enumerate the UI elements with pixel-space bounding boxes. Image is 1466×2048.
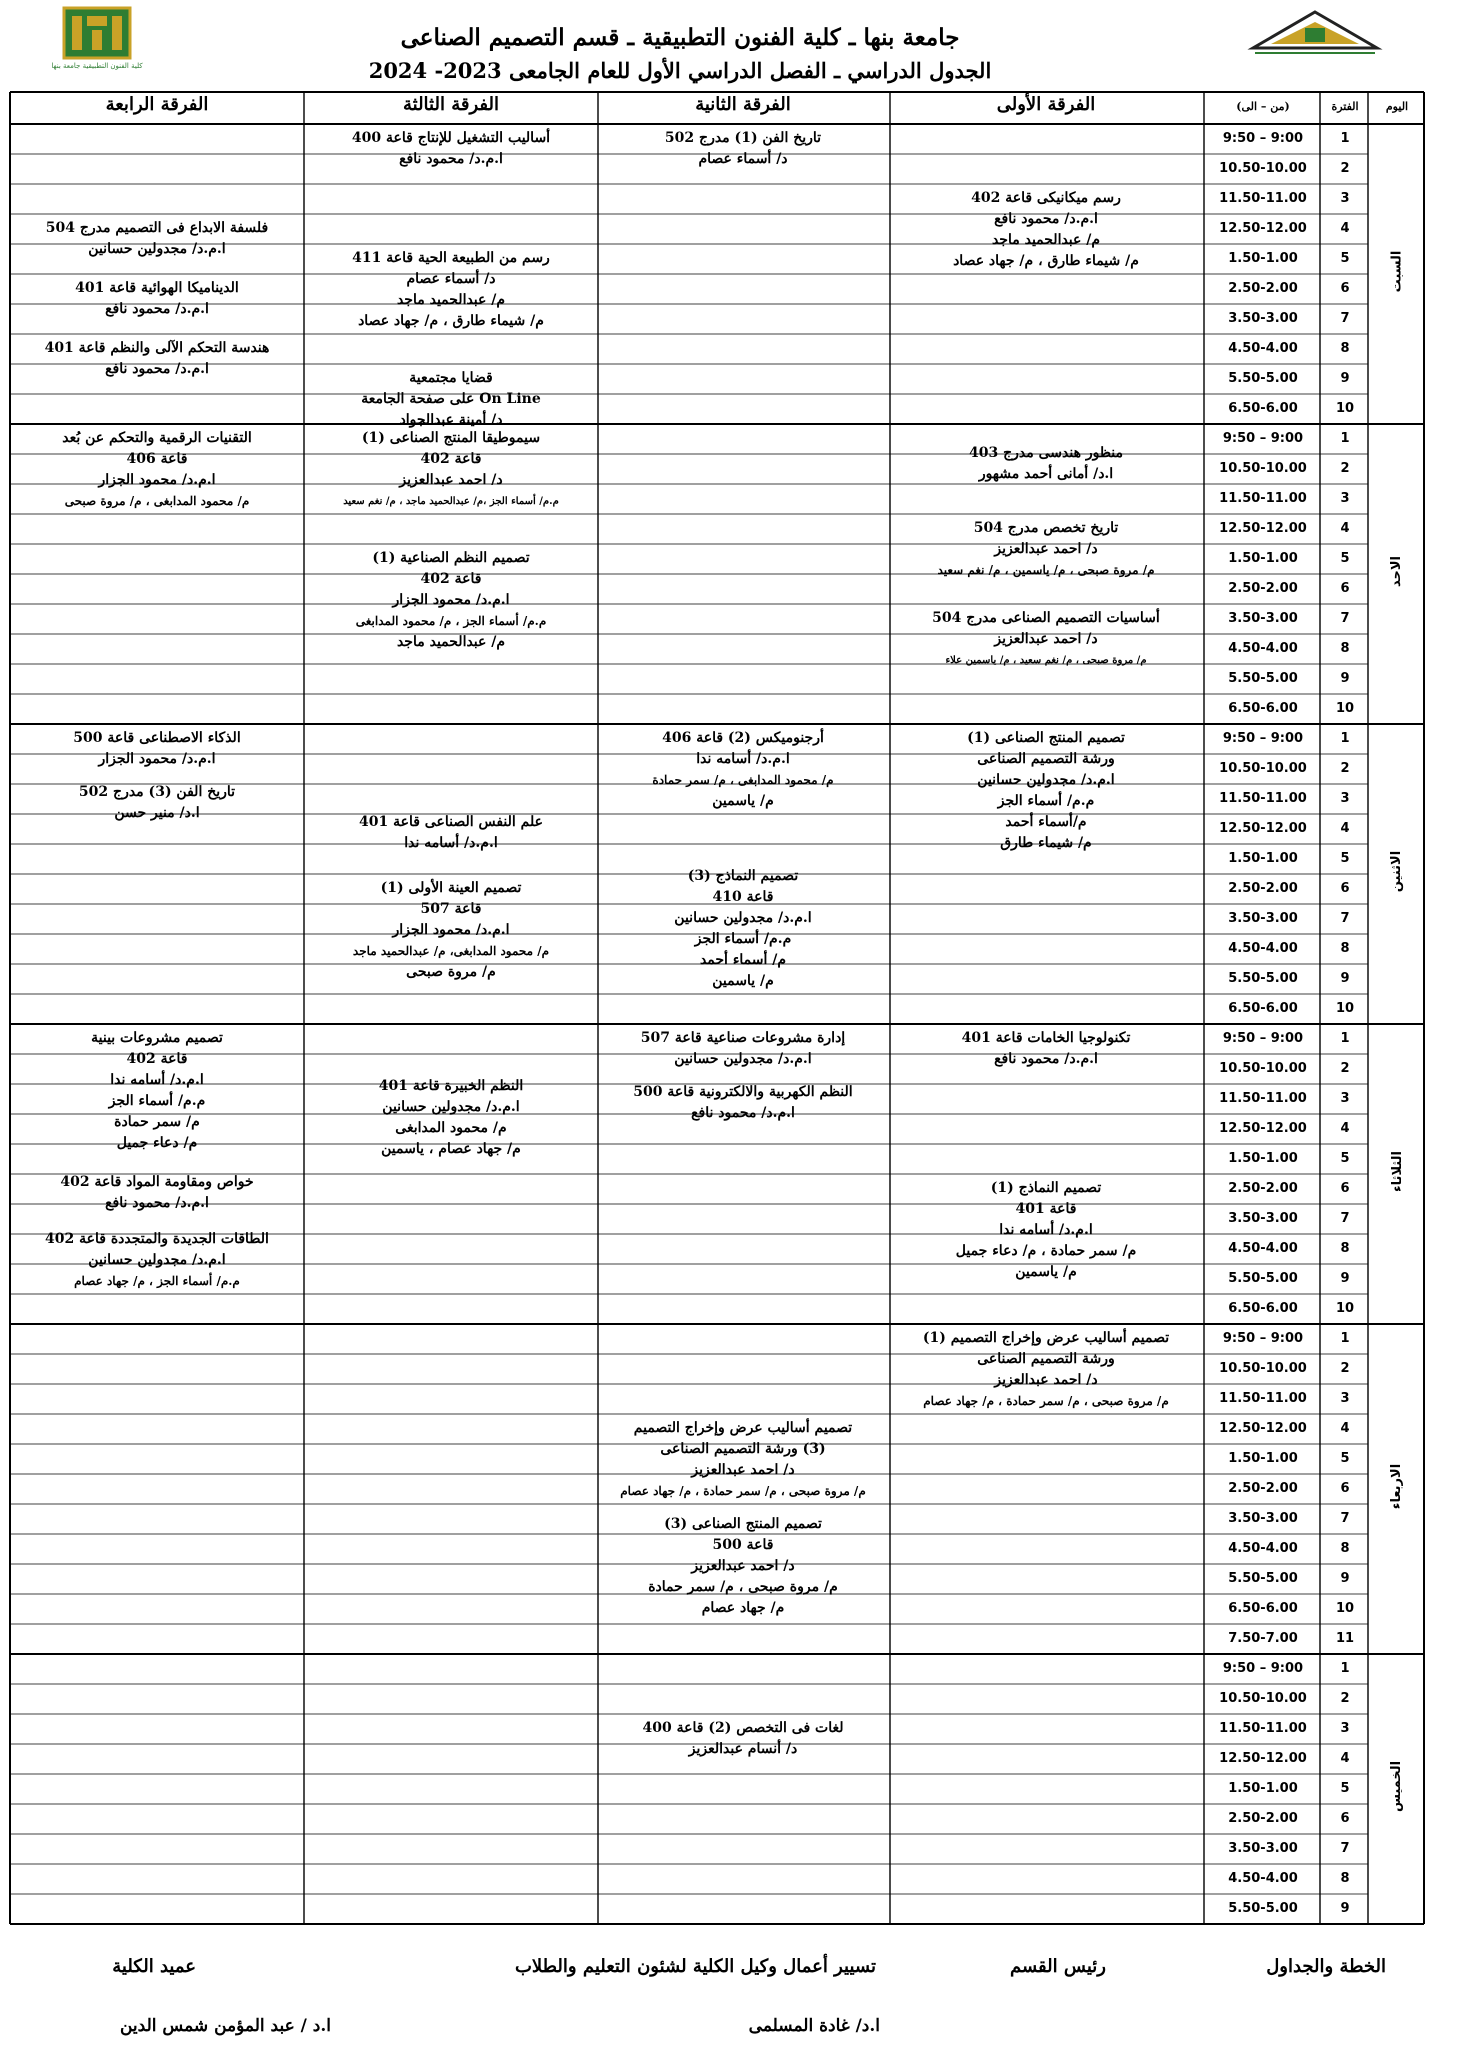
time-range: 6.50-6.00 — [1228, 1301, 1298, 1316]
period-number: 3 — [1340, 1721, 1350, 1736]
period-number: 9 — [1340, 1571, 1350, 1586]
course-detail: ا.م.د/ مجدولين حسانين — [977, 772, 1115, 788]
course-title: أرجنوميكس (2) قاعة 406 — [662, 730, 824, 746]
period-number: 9 — [1340, 971, 1350, 986]
course-sun-y3-systems — [306, 548, 596, 653]
period-number: 6 — [1340, 1481, 1350, 1496]
time-range: 1.50-1.00 — [1228, 851, 1298, 866]
day-label — [1370, 555, 1424, 588]
time-range: 12.50-12.00 — [1219, 1121, 1307, 1136]
time-range: 11.50-11.00 — [1219, 791, 1307, 806]
time-range: 5.50-5.00 — [1228, 1901, 1298, 1916]
time-range: 3.50-3.00 — [1228, 1211, 1298, 1226]
course-detail: ورشة التصميم الصناعى — [977, 751, 1115, 767]
period-number: 3 — [1340, 1391, 1350, 1406]
period-number: 8 — [1340, 341, 1350, 356]
col-header-year1: الفرقة الأولى — [996, 94, 1096, 115]
time-range: 10.50-10.00 — [1219, 1691, 1307, 1706]
period-number: 6 — [1340, 881, 1350, 896]
course-title: تاريخ الفن (3) مدرج 502 — [78, 784, 236, 800]
course-detail: د/ احمد عبدالعزيز — [994, 541, 1098, 557]
course-detail: ا.م.د/ مجدولين حسانين — [674, 1051, 812, 1067]
period-number: 6 — [1340, 1181, 1350, 1196]
course-detail: م/ ياسمين — [712, 973, 774, 989]
course-detail: ا.م.د/ أسامه ندا — [696, 751, 790, 767]
course-detail: ا.م.د/ محمود الجزار — [392, 592, 510, 608]
time-range: 11.50-11.00 — [1219, 191, 1307, 206]
course-title: تصميم المنتج الصناعى (3) — [664, 1516, 822, 1532]
footer-planning: الخطة والجداول — [1266, 1956, 1386, 1977]
time-range: 5.50-5.00 — [1228, 1271, 1298, 1286]
course-detail: م/ أسماء أحمد — [699, 952, 787, 968]
time-range: 3.50-3.00 — [1228, 1841, 1298, 1856]
time-range: 5.50-5.00 — [1228, 971, 1298, 986]
time-range: 4.50-4.00 — [1228, 1541, 1298, 1556]
period-number: 3 — [1340, 1091, 1350, 1106]
course-tue-y4-strength — [10, 1172, 304, 1214]
time-range: 6.50-6.00 — [1228, 401, 1298, 416]
period-number: 5 — [1340, 551, 1350, 566]
course-detail: قاعة 402 — [126, 1051, 188, 1067]
day-name: الثلاثاء — [1389, 1151, 1405, 1192]
time-range: 6.50-6.00 — [1228, 1601, 1298, 1616]
course-mon-y2-ergo — [598, 728, 888, 812]
time-range: 9:50 – 9:00 — [1222, 1031, 1304, 1046]
course-title: النظم الكهربية والالكترونية قاعة 500 — [633, 1084, 853, 1100]
time-range: 4.50-4.00 — [1228, 1241, 1298, 1256]
course-detail: م/ جهاد عصام ، ياسمين — [381, 1141, 521, 1157]
period-number: 5 — [1340, 251, 1350, 266]
time-range: 2.50-2.00 — [1228, 581, 1298, 596]
period-number: 3 — [1340, 191, 1350, 206]
course-sat-y3-social — [306, 368, 596, 431]
course-detail: ا.م.د/ محمود نافع — [399, 151, 503, 167]
course-title: تصميم النظم الصناعية (1) — [372, 550, 530, 566]
course-title: رسم ميكانيكى قاعة 402 — [971, 190, 1121, 206]
course-detail: قاعة 500 — [712, 1537, 774, 1553]
time-range: 2.50-2.00 — [1228, 1811, 1298, 1826]
time-range: 11.50-11.00 — [1219, 1721, 1307, 1736]
course-detail: د/ احمد عبدالعزيز — [994, 631, 1098, 647]
course-detail: د/ أنسام عبدالعزيز — [688, 1741, 798, 1757]
period-number: 4 — [1340, 1121, 1350, 1136]
course-sat-y3-ops — [306, 128, 596, 170]
course-detail: د/ أسماء عصام — [698, 151, 788, 167]
time-range: 4.50-4.00 — [1228, 1871, 1298, 1886]
course-detail: م/ ياسمين — [1015, 1264, 1077, 1280]
time-range: 4.50-4.00 — [1228, 641, 1298, 656]
period-number: 8 — [1340, 1541, 1350, 1556]
course-title: تصميم العينة الأولى (1) — [380, 880, 522, 896]
period-number: 8 — [1340, 1241, 1350, 1256]
course-detail: د/ احمد عبدالعزيز — [994, 1372, 1098, 1388]
period-number: 1 — [1340, 1031, 1350, 1046]
period-number: 5 — [1340, 851, 1350, 866]
course-mon-y4-arthist — [10, 782, 304, 824]
course-detail: م/ مروة صبحى ، م/ نغم سعيد ، م/ ياسمين علاء — [945, 655, 1147, 666]
course-title: التقنيات الرقمية والتحكم عن بُعد — [62, 430, 252, 446]
day-label — [1370, 1760, 1424, 1813]
course-title: الديناميكا الهوائية قاعة 401 — [75, 280, 239, 296]
course-title: تاريخ تخصص مدرج 504 — [973, 520, 1119, 536]
time-range: 2.50-2.00 — [1228, 1181, 1298, 1196]
time-range: 3.50-3.00 — [1228, 311, 1298, 326]
course-detail: م/ عبدالحميد ماجد — [396, 634, 506, 650]
period-number: 11 — [1335, 1631, 1355, 1646]
period-number: 8 — [1340, 641, 1350, 656]
course-mon-y3-proto — [306, 878, 596, 983]
course-detail: قاعة 406 — [126, 451, 188, 467]
period-number: 10 — [1335, 1601, 1355, 1616]
period-number: 7 — [1340, 311, 1350, 326]
period-number: 7 — [1340, 911, 1350, 926]
time-range: 9:50 – 9:00 — [1222, 131, 1304, 146]
period-number: 1 — [1340, 431, 1350, 446]
course-sun-y4-digital — [10, 428, 304, 512]
period-number: 2 — [1340, 1691, 1350, 1706]
course-detail: م/ مروة صبحى ، م/ سمر حمادة ، م/ جهاد عصام — [620, 1484, 866, 1498]
course-title: تصميم النماذج (1) — [990, 1180, 1102, 1196]
course-detail: (3) ورشة التصميم الصناعى — [660, 1441, 826, 1457]
period-number: 2 — [1340, 161, 1350, 176]
course-detail: م/ مروة صبحى ، م/ سمر حمادة ، م/ جهاد عصام — [923, 1394, 1169, 1408]
period-number: 6 — [1340, 281, 1350, 296]
period-number: 1 — [1340, 1331, 1350, 1346]
time-range: 3.50-3.00 — [1228, 611, 1298, 626]
course-sat-y4-aero — [10, 278, 304, 320]
course-detail: م/ شيماء طارق ، م/ جهاد عصاد — [358, 313, 544, 329]
period-number: 6 — [1340, 1811, 1350, 1826]
period-number: 3 — [1340, 791, 1350, 806]
period-number: 9 — [1340, 1901, 1350, 1916]
period-number: 4 — [1340, 1421, 1350, 1436]
course-detail: ا.د/ منير حسن — [114, 805, 200, 821]
time-range: 6.50-6.00 — [1228, 701, 1298, 716]
course-detail: ا.م.د/ محمود نافع — [105, 361, 209, 377]
course-detail: د/ احمد عبدالعزيز — [691, 1462, 795, 1478]
course-detail: ا.م.د/ محمود الجزار — [392, 922, 510, 938]
col-header-year4: الفرقة الرابعة — [105, 94, 209, 115]
course-sun-y1-basics — [890, 608, 1202, 671]
course-title: علم النفس الصناعى قاعة 401 — [359, 814, 543, 830]
course-detail: م.م/ أسماء الجز ، م/ جهاد عصام — [74, 1274, 240, 1288]
course-sat-y2-arthist — [598, 128, 888, 170]
time-range: 5.50-5.00 — [1228, 1571, 1298, 1586]
course-mon-y3-psych — [306, 812, 596, 854]
period-number: 9 — [1340, 371, 1350, 386]
time-range: 9:50 – 9:00 — [1222, 731, 1304, 746]
time-range: 1.50-1.00 — [1228, 1451, 1298, 1466]
course-sat-y4-creat — [10, 218, 304, 260]
time-range: 4.50-4.00 — [1228, 941, 1298, 956]
day-label — [1370, 850, 1424, 893]
course-title: منظور هندسى مدرج 403 — [968, 445, 1124, 461]
period-number: 7 — [1340, 1841, 1350, 1856]
time-range: 3.50-3.00 — [1228, 911, 1298, 926]
course-detail: م/ محمود المدابغى ، م/ سمر حمادة — [652, 773, 834, 787]
time-range: 12.50-12.00 — [1219, 821, 1307, 836]
course-sun-y3-semio — [306, 428, 596, 512]
period-number: 10 — [1335, 1301, 1355, 1316]
time-range: 9:50 – 9:00 — [1222, 1661, 1304, 1676]
course-sun-y1-persp — [890, 443, 1202, 485]
course-detail: د/ احمد عبدالعزيز — [399, 472, 503, 488]
course-detail: ا.د/ أمانى أحمد مشهور — [978, 466, 1114, 482]
course-detail: ا.م.د/ أسامه ندا — [999, 1222, 1093, 1238]
footer-vice-name: ا.د/ غادة المسلمى — [748, 2016, 880, 2036]
period-number: 3 — [1340, 491, 1350, 506]
course-title: أساليب التشغيل للإنتاج قاعة 400 — [351, 130, 551, 146]
time-range: 7.50-7.00 — [1228, 1631, 1298, 1646]
page-title: جامعة بنها ـ كلية الفنون التطبيقية ـ قسم التصميم الصناعى — [400, 24, 960, 51]
course-detail: ا.م.د/ محمود نافع — [105, 301, 209, 317]
course-detail: م/ سمر حمادة ، م/ دعاء جميل — [955, 1243, 1137, 1259]
period-number: 2 — [1340, 761, 1350, 776]
day-label — [1370, 250, 1424, 293]
footer-head: رئيس القسم — [1010, 1956, 1106, 1977]
time-range: 4.50-4.00 — [1228, 341, 1298, 356]
period-number: 5 — [1340, 1781, 1350, 1796]
course-detail: د/ احمد عبدالعزيز — [691, 1558, 795, 1574]
day-name: الخميس — [1389, 1760, 1405, 1813]
course-wed-y1-present — [890, 1328, 1202, 1412]
time-range: 12.50-12.00 — [1219, 521, 1307, 536]
course-title: تصميم أساليب عرض وإخراج التصميم (1) — [922, 1330, 1170, 1346]
course-detail: ا.م.د/ محمود نافع — [105, 1195, 209, 1211]
course-detail: ا.م.د/ أسامه ندا — [110, 1072, 204, 1088]
period-number: 8 — [1340, 1871, 1350, 1886]
time-range: 2.50-2.00 — [1228, 281, 1298, 296]
period-number: 7 — [1340, 1211, 1350, 1226]
period-number: 9 — [1340, 1271, 1350, 1286]
course-detail: م/ عبدالحميد ماجد — [396, 292, 506, 308]
course-title: خواص ومقاومة المواد قاعة 402 — [60, 1174, 254, 1190]
period-number: 7 — [1340, 1511, 1350, 1526]
course-detail: م/ مروة صبحى ، م/ ياسمين ، م/ نغم سعيد — [937, 563, 1155, 577]
course-detail: ا.م.د/ محمود نافع — [994, 211, 1098, 227]
period-number: 10 — [1335, 1001, 1355, 1016]
course-mon-y2-models — [598, 866, 888, 992]
course-detail: ا.م.د/ مجدولين حسانين — [88, 241, 226, 257]
period-number: 4 — [1340, 521, 1350, 536]
period-number: 2 — [1340, 1061, 1350, 1076]
course-title: تصميم مشروعات بينية — [91, 1030, 223, 1046]
time-range: 9:50 – 9:00 — [1222, 1331, 1304, 1346]
course-detail: م.م/ أسماء الجز — [997, 793, 1095, 809]
col-header-time: (من – الى) — [1236, 100, 1290, 113]
course-title: تصميم أساليب عرض وإخراج التصميم — [633, 1420, 853, 1436]
course-title: قضايا مجتمعية — [409, 370, 493, 386]
course-detail: ا.م.د/ مجدولين حسانين — [674, 910, 812, 926]
period-number: 5 — [1340, 1451, 1350, 1466]
time-range: 12.50-12.00 — [1219, 221, 1307, 236]
time-range: 11.50-11.00 — [1219, 1091, 1307, 1106]
footer-dean: عميد الكلية — [112, 1956, 196, 1977]
period-number: 4 — [1340, 821, 1350, 836]
day-name: السبت — [1389, 250, 1405, 293]
course-detail: قاعة 401 — [1015, 1201, 1077, 1217]
course-title: هندسة التحكم الآلى والنظم قاعة 401 — [44, 340, 270, 356]
course-title: تاريخ الفن (1) مدرج 502 — [664, 130, 822, 146]
course-tue-y4-energy — [10, 1229, 304, 1292]
period-number: 2 — [1340, 461, 1350, 476]
time-range: 1.50-1.00 — [1228, 551, 1298, 566]
time-range: 1.50-1.00 — [1228, 251, 1298, 266]
course-detail: ا.م.د/ محمود نافع — [691, 1105, 795, 1121]
course-tue-y3-expert — [306, 1076, 596, 1160]
col-header-period: الفترة — [1331, 100, 1359, 113]
course-detail: م/ دعاء جميل — [116, 1135, 198, 1151]
course-title: النظم الخبيرة قاعة 401 — [378, 1078, 524, 1094]
course-sat-y1-mech — [890, 188, 1202, 272]
course-tue-y1-models — [890, 1178, 1202, 1283]
col-header-year3: الفرقة الثالثة — [402, 94, 499, 115]
period-number: 9 — [1340, 671, 1350, 686]
time-range: 1.50-1.00 — [1228, 1781, 1298, 1796]
course-title: رسم من الطبيعة الحية قاعة 411 — [352, 250, 550, 266]
period-number: 4 — [1340, 1751, 1350, 1766]
course-detail: م/ عبدالحميد ماجد — [991, 232, 1101, 248]
course-detail: ورشة التصميم الصناعى — [977, 1351, 1115, 1367]
time-range: 6.50-6.00 — [1228, 1001, 1298, 1016]
course-detail: م/ مروة صبحى ، م/ سمر حمادة — [648, 1579, 838, 1595]
course-detail: م/ محمود المدابغى ، م/ مروة صبحى — [64, 494, 250, 508]
page-subtitle: الجدول الدراسي ـ الفصل الدراسي الأول للعام الجامعى 2023- 2024 — [368, 58, 992, 83]
time-range: 2.50-2.00 — [1228, 881, 1298, 896]
course-detail: ا.م.د/ محمود الجزار — [98, 751, 216, 767]
period-number: 10 — [1335, 701, 1355, 716]
period-number: 8 — [1340, 941, 1350, 956]
time-range: 10.50-10.00 — [1219, 1361, 1307, 1376]
course-title: تصميم المنتج الصناعى (1) — [967, 730, 1125, 746]
day-name: الاثنين — [1389, 850, 1405, 893]
course-mon-y1-prod — [890, 728, 1202, 854]
course-detail: د/ أسماء عصام — [406, 271, 496, 287]
course-sat-y3-life — [306, 248, 596, 332]
period-number: 10 — [1335, 401, 1355, 416]
day-name: الاحد — [1389, 555, 1405, 588]
course-wed-y2-present — [598, 1418, 888, 1502]
course-detail: قاعة 410 — [712, 889, 774, 905]
course-title: تكنولوجيا الخامات قاعة 401 — [961, 1030, 1131, 1046]
time-range: 12.50-12.00 — [1219, 1421, 1307, 1436]
time-range: 10.50-10.00 — [1219, 161, 1307, 176]
time-range: 1.50-1.00 — [1228, 1151, 1298, 1166]
course-sun-y1-spec — [890, 518, 1202, 581]
time-range: 11.50-11.00 — [1219, 1391, 1307, 1406]
course-detail: قاعة 402 — [420, 451, 482, 467]
course-title: أساسيات التصميم الصناعى مدرج 504 — [932, 610, 1160, 626]
course-detail: م/ شيماء طارق — [1000, 835, 1092, 851]
course-detail: م/ شيماء طارق ، م/ جهاد عصاد — [953, 253, 1139, 269]
period-number: 1 — [1340, 1661, 1350, 1676]
period-number: 1 — [1340, 731, 1350, 746]
course-detail: م/ محمود المدابغى، م/ عبدالحميد ماجد — [352, 944, 550, 958]
course-title: سيموطيقا المنتج الصناعى (1) — [361, 430, 541, 446]
course-title: فلسفة الابداع فى التصميم مدرج 504 — [45, 220, 269, 236]
course-detail: م.م/ أسماء الجز — [694, 931, 792, 947]
course-detail: م/ مروة صبحى — [406, 964, 496, 980]
period-number: 7 — [1340, 611, 1350, 626]
time-range: 12.50-12.00 — [1219, 1751, 1307, 1766]
course-tue-y2-elec — [598, 1082, 888, 1124]
time-range: 9:50 – 9:00 — [1222, 431, 1304, 446]
col-header-year2: الفرقة الثانية — [695, 94, 791, 115]
col-header-day: اليوم — [1385, 100, 1409, 113]
period-number: 4 — [1340, 221, 1350, 236]
day-label — [1370, 1151, 1424, 1192]
footer-vice: تسيير أعمال وكيل الكلية لشئون التعليم والطلاب — [514, 1956, 876, 1977]
course-tue-y4-inter — [10, 1028, 304, 1154]
course-detail: م.م/ أسماء الجز ،م/ عبدالحميد ماجد ، م/ نغم سعيد — [343, 496, 559, 507]
course-title: تصميم النماذج (3) — [687, 868, 799, 884]
course-mon-y4-ai — [10, 728, 304, 770]
course-thu-y2-lang — [598, 1718, 888, 1760]
course-detail: م/أسماء أحمد — [1005, 814, 1087, 830]
course-detail: م/ سمر حمادة — [114, 1114, 200, 1130]
time-range: 10.50-10.00 — [1219, 1061, 1307, 1076]
period-number: 2 — [1340, 1361, 1350, 1376]
day-name: الاربعاء — [1389, 1463, 1405, 1510]
course-detail: د/ أمينة عبدالجواد — [399, 412, 503, 428]
course-detail: م.م/ أسماء الجز — [108, 1093, 206, 1109]
course-wed-y2-prod — [598, 1514, 888, 1619]
time-range: 2.50-2.00 — [1228, 1481, 1298, 1496]
course-detail: ا.م.د/ مجدولين حسانين — [382, 1099, 520, 1115]
time-range: 10.50-10.00 — [1219, 761, 1307, 776]
course-detail: ا.م.د/ محمود الجزار — [98, 472, 216, 488]
course-detail: ا.م.د/ محمود نافع — [994, 1051, 1098, 1067]
course-tue-y1-mat — [890, 1028, 1202, 1070]
footer-dean-name: ا.د / عبد المؤمن شمس الدين — [119, 2016, 331, 2036]
course-title: إدارة مشروعات صناعية قاعة 507 — [640, 1030, 846, 1046]
course-detail: م/ محمود المدابغى — [395, 1120, 507, 1136]
period-number: 5 — [1340, 1151, 1350, 1166]
logo-caption: كلية الفنون التطبيقية جامعة بنها — [51, 62, 143, 70]
course-detail: ا.م.د/ أسامه ندا — [404, 835, 498, 851]
course-detail: قاعة 402 — [420, 571, 482, 587]
period-number: 1 — [1340, 131, 1350, 146]
course-detail: م.م/ أسماء الجز ، م/ محمود المدابغى — [355, 614, 547, 628]
course-title: لغات فى التخصص (2) قاعة 400 — [642, 1720, 844, 1736]
time-range: 10.50-10.00 — [1219, 461, 1307, 476]
day-label — [1370, 1463, 1424, 1510]
time-range: 5.50-5.00 — [1228, 371, 1298, 386]
course-detail: ا.م.د/ مجدولين حسانين — [88, 1252, 226, 1268]
course-detail: م/ ياسمين — [712, 793, 774, 809]
course-detail: On Line على صفحة الجامعة — [361, 391, 541, 407]
course-title: الطاقات الجديدة والمتجددة قاعة 402 — [45, 1231, 269, 1247]
time-range: 5.50-5.00 — [1228, 671, 1298, 686]
course-title: الذكاء الاصطناعى قاعة 500 — [73, 730, 241, 746]
time-range: 11.50-11.00 — [1219, 491, 1307, 506]
course-tue-y2-mgmt — [598, 1028, 888, 1070]
period-number: 6 — [1340, 581, 1350, 596]
time-range: 3.50-3.00 — [1228, 1511, 1298, 1526]
course-sat-y4-control — [10, 338, 304, 380]
course-detail: م/ جهاد عصام — [701, 1600, 785, 1616]
course-detail: قاعة 507 — [420, 901, 482, 917]
